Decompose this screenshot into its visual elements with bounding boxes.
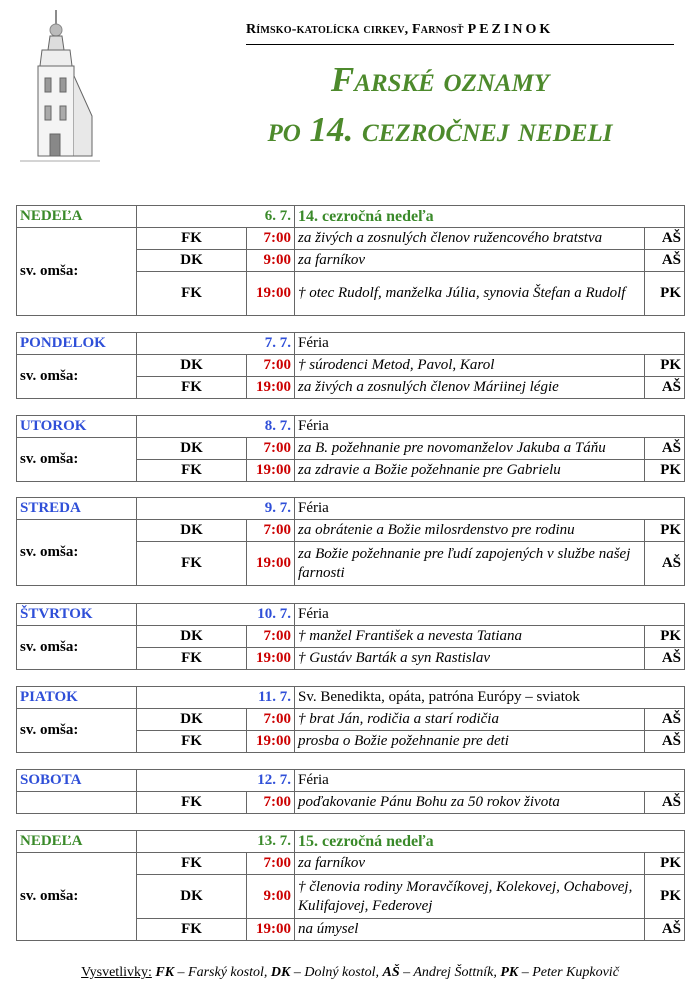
legend-item-pk: PK – Peter Kupkovič [500,965,619,980]
legend-item-as: AŠ – Andrej Šottník, [382,965,501,980]
day-header-row [17,770,685,792]
mass-time: 7:00 [247,626,295,648]
mass-row [17,355,685,377]
day-header-row [17,604,685,626]
mass-time: 19:00 [247,460,295,482]
day-date: 9. 7. [137,498,295,520]
legend-label: Vysvetlivky: [81,965,152,980]
mass-time: 19:00 [247,731,295,753]
day-name: STREDA [17,498,137,520]
day-feast: Féria [295,498,685,520]
day-table-5 [16,686,685,753]
town-name: PEZINOK [467,22,554,37]
day-feast: 15. cezročná nedeľa [295,831,685,853]
church-code: DK [137,438,247,460]
mass-row [17,438,685,460]
day-date: 6. 7. [137,206,295,228]
mass-intention: † manžel František a nevesta Tatiana [295,626,645,648]
mass-intention: za farníkov [295,853,645,875]
priest-code: AŠ [645,377,685,399]
day-header-row [17,498,685,520]
mass-label: sv. omša: [17,626,137,670]
mass-time: 7:00 [247,355,295,377]
mass-label: sv. omša: [17,355,137,399]
mass-intention: za Božie požehnanie pre ľudí zapojených v službe našej farnosti [295,542,645,586]
day-name: NEDEĽA [17,206,137,228]
priest-code: AŠ [645,438,685,460]
mass-time: 19:00 [247,542,295,586]
day-header-row [17,416,685,438]
day-header-row [17,831,685,853]
day-feast: Féria [295,604,685,626]
mass-intention: † otec Rudolf, manželka Júlia, synovia Štefan a Rudolf [295,272,645,316]
day-header-row [17,333,685,355]
church-code: DK [137,709,247,731]
day-header-row [17,687,685,709]
day-table-4 [16,603,685,670]
church-code: FK [137,731,247,753]
mass-time: 7:00 [247,709,295,731]
mass-time: 7:00 [247,438,295,460]
mass-label: sv. omša: [17,520,137,586]
priest-code: PK [645,460,685,482]
priest-code: AŠ [645,792,685,814]
mass-label: sv. omša: [17,228,137,316]
legend [0,965,700,981]
church-code: FK [137,919,247,941]
mass-time: 7:00 [247,520,295,542]
church-code: FK [137,272,247,316]
day-feast: 14. cezročná nedeľa [295,206,685,228]
day-table-2 [16,415,685,482]
church-code: DK [137,626,247,648]
priest-code: AŠ [645,709,685,731]
day-name: PONDELOK [17,333,137,355]
header-rule [246,44,674,45]
day-name: ŠTVRTOK [17,604,137,626]
mass-time: 7:00 [247,792,295,814]
mass-intention: za farníkov [295,250,645,272]
church-code: FK [137,460,247,482]
priest-code: AŠ [645,919,685,941]
mass-time: 19:00 [247,919,295,941]
church-code: DK [137,520,247,542]
parish-name [246,22,553,38]
day-date: 11. 7. [137,687,295,709]
mass-time: 19:00 [247,648,295,670]
day-date: 7. 7. [137,333,295,355]
mass-row [17,520,685,542]
priest-code: PK [645,853,685,875]
day-feast: Féria [295,333,685,355]
day-name: NEDEĽA [17,831,137,853]
mass-label: sv. omša: [17,853,137,941]
mass-intention: za živých a zosnulých členov Máriinej légie [295,377,645,399]
priest-code: PK [645,355,685,377]
priest-code: PK [645,626,685,648]
church-code: DK [137,875,247,919]
day-table-1 [16,332,685,399]
church-code: FK [137,853,247,875]
mass-row [17,228,685,250]
day-feast: Sv. Benedikta, opáta, patróna Európy – sviatok [295,687,685,709]
day-feast: Féria [295,770,685,792]
mass-intention: poďakovanie Pánu Bohu za 50 rokov života [295,792,645,814]
priest-code: PK [645,875,685,919]
mass-intention: prosba o Božie požehnanie pre deti [295,731,645,753]
mass-intention: † Gustáv Barták a syn Rastislav [295,648,645,670]
priest-code: AŠ [645,250,685,272]
day-date: 12. 7. [137,770,295,792]
day-header-row [17,206,685,228]
mass-time: 9:00 [247,250,295,272]
mass-intention: na úmysel [295,919,645,941]
church-code: FK [137,228,247,250]
mass-intention: za obrátenie a Božie milosrdenstvo pre rodinu [295,520,645,542]
day-name: PIATOK [17,687,137,709]
parish-label: Rímsko-katolícka cirkev, Farnosť [246,22,464,37]
mass-time: 19:00 [247,377,295,399]
priest-code: PK [645,520,685,542]
mass-time: 19:00 [247,272,295,316]
mass-row [17,709,685,731]
mass-row [17,853,685,875]
day-date: 13. 7. [137,831,295,853]
legend-item-dk: DK – Dolný kostol, [270,965,383,980]
day-name: UTOROK [17,416,137,438]
priest-code: AŠ [645,648,685,670]
priest-code: AŠ [645,542,685,586]
day-table-3 [16,497,685,586]
priest-code: PK [645,272,685,316]
day-name: SOBOTA [17,770,137,792]
day-table-7 [16,830,685,941]
mass-intention: za zdravie a Božie požehnanie pre Gabrielu [295,460,645,482]
mass-intention: † brat Ján, rodičia a starí rodičia [295,709,645,731]
day-feast: Féria [295,416,685,438]
mass-intention: za B. požehnanie pre novomanželov Jakuba a Táňu [295,438,645,460]
mass-intention: za živých a zosnulých členov ružencového bratstva [295,228,645,250]
church-tower-logo [12,6,107,171]
church-code: FK [137,792,247,814]
priest-code: AŠ [645,228,685,250]
church-code: FK [137,542,247,586]
mass-label: sv. omša: [17,709,137,753]
church-code: DK [137,250,247,272]
mass-label [17,792,137,814]
mass-row [17,626,685,648]
mass-time: 7:00 [247,853,295,875]
mass-row [17,792,685,814]
mass-intention: † súrodenci Metod, Pavol, Karol [295,355,645,377]
mass-intention: † členovia rodiny Moravčíkovej, Kolekovej, Ochabovej, Kulifajovej, Federovej [295,875,645,919]
page-title-line-1: Farské oznamy [330,60,550,99]
day-table-0 [16,205,685,316]
day-date: 8. 7. [137,416,295,438]
church-code: FK [137,377,247,399]
church-code: DK [137,355,247,377]
mass-label: sv. omša: [17,438,137,482]
day-date: 10. 7. [137,604,295,626]
day-table-6 [16,769,685,814]
priest-code: AŠ [645,731,685,753]
legend-item-fk: FK – Farský kostol, [155,965,271,980]
church-code: FK [137,648,247,670]
mass-time: 7:00 [247,228,295,250]
mass-time: 9:00 [247,875,295,919]
page-title-line-2: po 14. cezročnej nedeli [267,110,613,149]
